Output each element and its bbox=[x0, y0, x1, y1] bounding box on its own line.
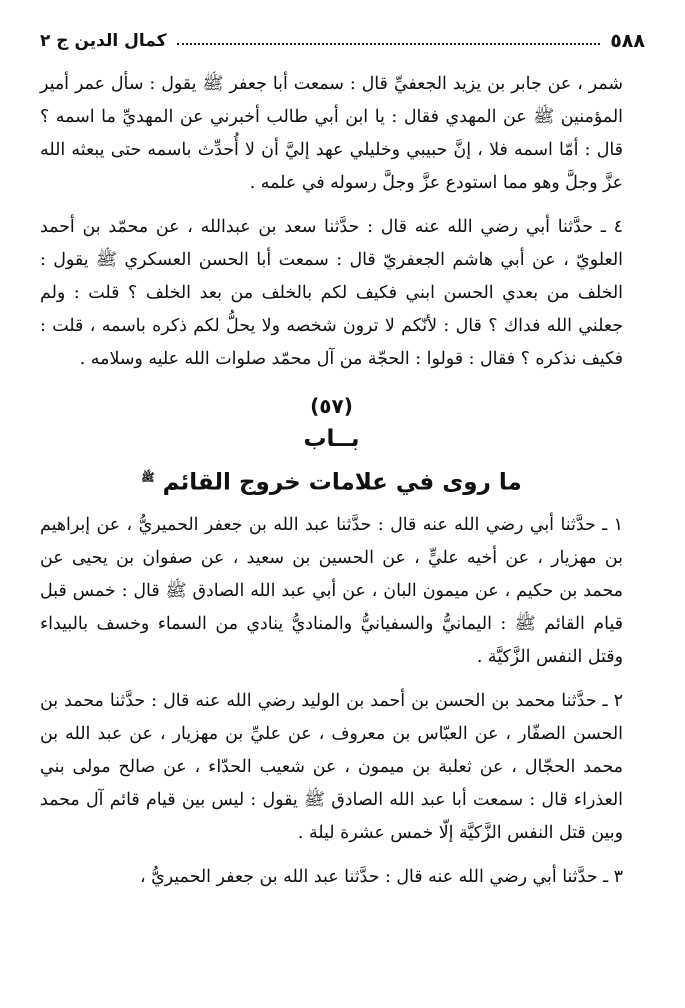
running-title: كمال الدين ج ٢ bbox=[40, 31, 167, 51]
paragraph: ٣ ـ حدَّثنا أبي رضي الله عنه قال : حدَّثنا عبد الله بن جعفر الحميريُّ ، bbox=[139, 866, 623, 887]
paragraph: شمر ، عن جابر بن يزيد الجعفيِّ قال : سمعت أبا جعفر ﷺ يقول : سأل عمر أمير المؤمنين ﷺ عن المهدي فقال : يا ابن أبي طالب أخبرني عن المهديِّ ما اسمه ؟ قال : أمّا اسمه فلا ، إنَّ حبيبي وخليلي عهد إليَّ أن لا أُحدِّث باسمه حتى يبعثه الله عزَّ وجلَّ وهو مما استودع عزَّ وجلَّ رسوله في علمه . bbox=[40, 74, 623, 193]
chapter-label: بــاب bbox=[303, 426, 360, 452]
page-header bbox=[40, 26, 645, 56]
chapter-number: (٥٧) bbox=[310, 394, 353, 418]
honorific-symbol: ﷺ bbox=[141, 471, 155, 484]
paragraph: ٤ ـ حدَّثنا أبي رضي الله عنه قال : حدَّثنا سعد بن عبدالله ، عن محمّد بن أحمد العلويّ ، عن أبي هاشم الجعفريّ قال : سمعت أبا الحسن العسكري ﷺ يقول : الخلف من بعدي الحسن ابني فكيف لكم بالخلف من بعد الخلف ؟ قلت : ولم جعلني الله فداك ؟ قال : لأنّكم لا ترون شخصه ولا يحلُّ لكم ذكره باسمه ، قلت : فكيف نذكره ؟ فقال : قولوا : الحجّة من آل محمّد صلوات الله عليه وسلامه . bbox=[40, 217, 623, 369]
page-number: ٥٨٨ bbox=[610, 30, 645, 52]
page-body bbox=[0, 68, 685, 998]
header-dotted-leader bbox=[177, 43, 601, 45]
chapter-title bbox=[40, 456, 623, 505]
paragraph: ١ ـ حدَّثنا أبي رضي الله عنه قال : حدَّثنا عبد الله بن جعفر الحميريُّ ، عن إبراهيم بن مهزيار ، عن أخيه عليٍّ ، عن الحسين بن سعيد ، عن صفوان بن يحيى عن محمد بن حكيم ، عن ميمون البان ، عن أبي عبد الله الصادق ﷺ قال : خمس قبل قيام القائم ﷺ : اليمانيُّ والسفيانيُّ والمناديُّ ينادي من السماء وخسف بالبيداء وقتل النفس الزَّكيَّة . bbox=[40, 514, 623, 667]
paragraph: ٢ ـ حدَّثنا محمد بن الحسن بن أحمد بن الوليد رضي الله عنه قال : حدَّثنا محمد بن الحسن الصفّار ، عن العبّاس بن معروف ، عن عليِّ بن مهزيار ، عن عبد الله بن محمد الحجّال ، عن ثعلبة بن ميمون ، عن شعيب الحدّاء ، عن صالح مولى بني العذراء قال : سمعت أبا عبد الله الصادق ﷺ يقول : ليس بين قيام قائم آل محمد وبين قتل النفس الزَّكيَّة إلّا خمس عشرة ليلة . bbox=[40, 690, 623, 843]
chapter-title-text: ما روى في علامات خروج القائم bbox=[162, 469, 522, 496]
